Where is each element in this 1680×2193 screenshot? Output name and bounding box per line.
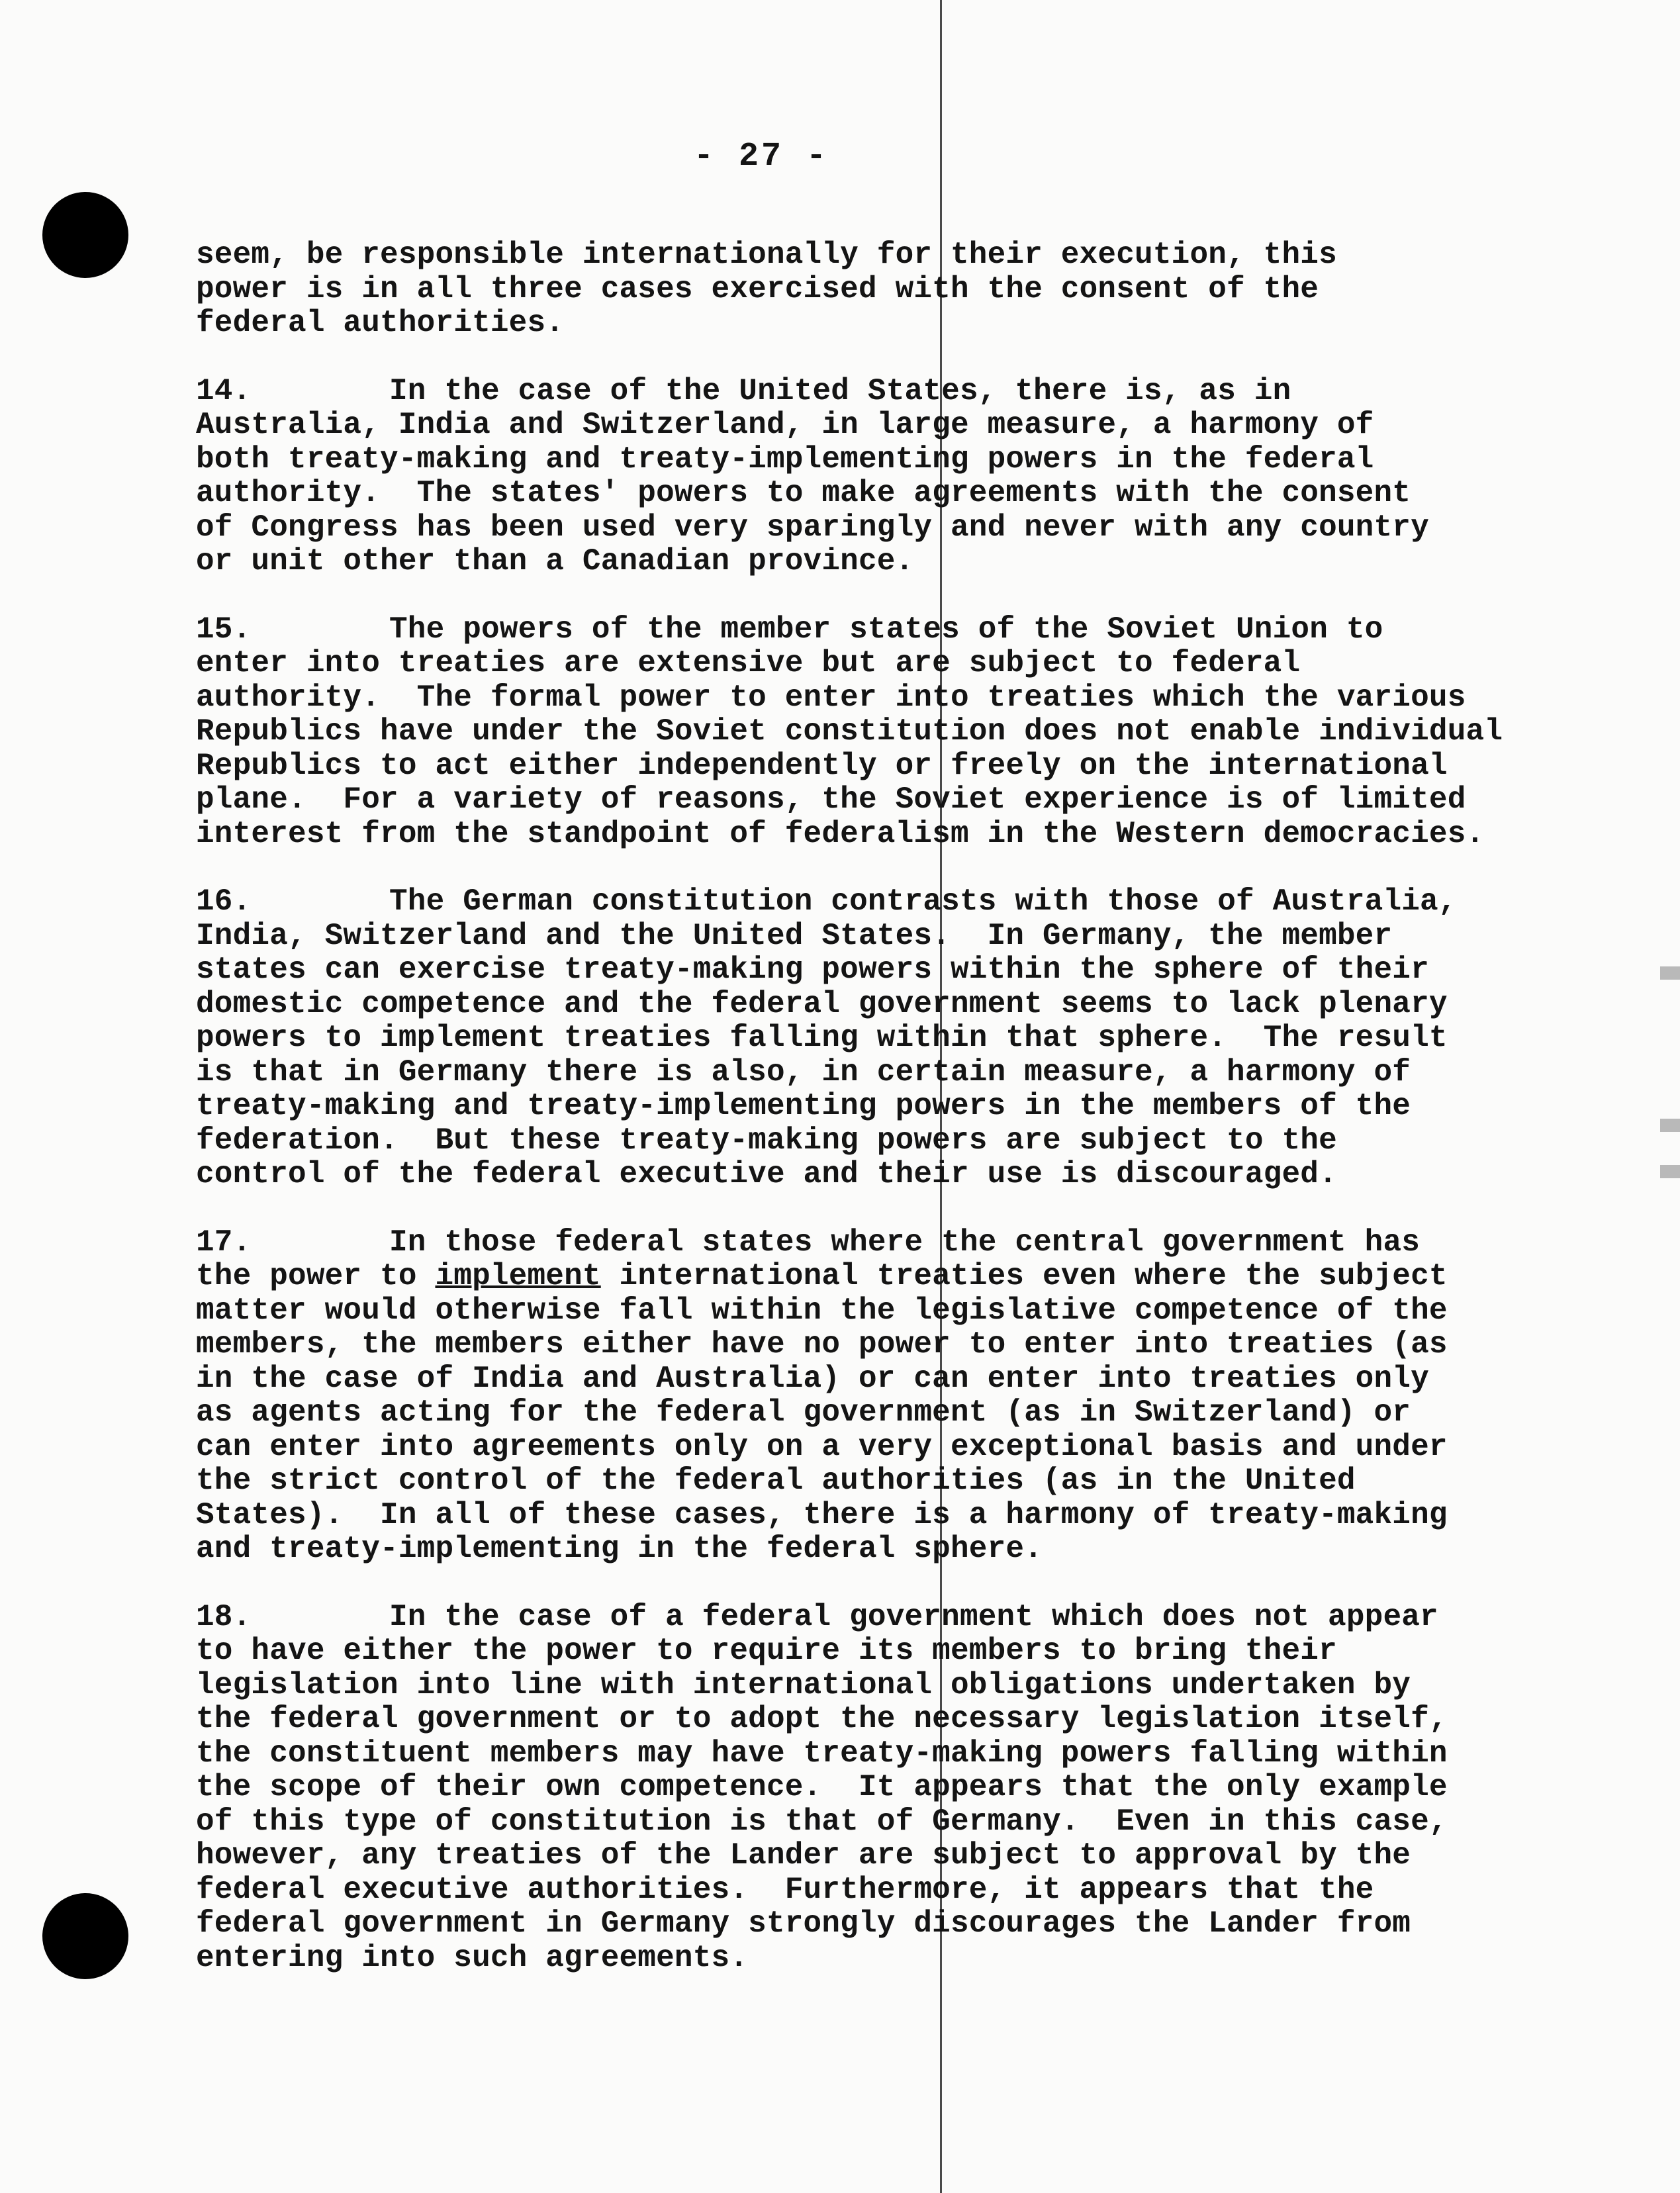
text-line: the strict control of the federal authorities (as in the United bbox=[196, 1464, 1356, 1498]
paragraph-number: 16. bbox=[196, 884, 252, 919]
text-line: federal executive authorities. Furthermore, it appears that the bbox=[196, 1872, 1374, 1907]
paragraph-14 bbox=[196, 375, 1619, 579]
margin-mark bbox=[1660, 1119, 1680, 1132]
text-line: authority. The formal power to enter into treaties which the various bbox=[196, 680, 1466, 715]
text-line: plane. For a variety of reasons, the Soviet experience is of limited bbox=[196, 782, 1466, 817]
text-line-content: In the case of a federal government which does not appear bbox=[389, 1599, 1438, 1634]
text-line: in the case of India and Australia) or can enter into treaties only bbox=[196, 1361, 1429, 1396]
text-line-content: In the case of the United States, there is, as in bbox=[389, 373, 1291, 408]
text-line: can enter into agreements only on a very exceptional basis and under bbox=[196, 1429, 1448, 1464]
text-line: federal government in Germany strongly discourages the Lander from bbox=[196, 1906, 1411, 1941]
text-line: of this type of constitution is that of Germany. Even in this case, bbox=[196, 1804, 1448, 1839]
text-line bbox=[196, 613, 1619, 647]
text-line: the scope of their own competence. It appears that the only example bbox=[196, 1770, 1448, 1804]
text-line: both treaty-making and treaty-implementing powers in the federal bbox=[196, 442, 1374, 477]
text-line: seem, be responsible internationally for their execution, this bbox=[196, 238, 1337, 272]
paragraph-number: 15. bbox=[196, 612, 252, 647]
text-line: domestic competence and the federal government seems to lack plenary bbox=[196, 986, 1448, 1021]
paragraph-17 bbox=[196, 1226, 1619, 1567]
paragraph-number: 14. bbox=[196, 373, 252, 408]
text-line: the constituent members may have treaty-making powers falling within bbox=[196, 1736, 1448, 1771]
text-line: Australia, India and Switzerland, in large measure, a harmony of bbox=[196, 408, 1374, 442]
paragraph-15 bbox=[196, 613, 1619, 852]
text-fragment: international treaties even where the subject bbox=[600, 1259, 1448, 1293]
text-line bbox=[196, 1260, 1619, 1294]
text-line: interest from the standpoint of federalism in the Western democracies. bbox=[196, 816, 1485, 851]
text-line: control of the federal executive and their use is discouraged. bbox=[196, 1157, 1337, 1191]
margin-mark bbox=[1660, 1165, 1680, 1178]
paragraph-16 bbox=[196, 885, 1619, 1192]
text-line: federation. But these treaty-making powers are subject to the bbox=[196, 1123, 1337, 1158]
text-line: entering into such agreements. bbox=[196, 1940, 749, 1975]
text-line: powers to implement treaties falling within that sphere. The result bbox=[196, 1021, 1448, 1055]
text-line: members, the members either have no power to enter into treaties (as bbox=[196, 1327, 1448, 1362]
punch-hole-top bbox=[42, 192, 128, 278]
text-line: authority. The states' powers to make agreements with the consent bbox=[196, 476, 1411, 510]
text-line: federal authorities. bbox=[196, 306, 565, 340]
text-line: States). In all of these cases, there is a harmony of treaty-making bbox=[196, 1497, 1448, 1532]
text-line-content: In those federal states where the central government has bbox=[389, 1225, 1421, 1260]
paragraph-number: 18. bbox=[196, 1599, 252, 1634]
text-line: India, Switzerland and the United States. In Germany, the member bbox=[196, 918, 1393, 953]
paragraph-18 bbox=[196, 1601, 1619, 1976]
text-line-content: The German constitution contrasts with those of Australia, bbox=[389, 884, 1457, 919]
intro-paragraph bbox=[196, 238, 1619, 341]
text-line: is that in Germany there is also, in certain measure, a harmony of bbox=[196, 1054, 1411, 1090]
text-line: and treaty-implementing in the federal sphere. bbox=[196, 1532, 1043, 1566]
text-line: Republics have under the Soviet constitution does not enable individual bbox=[196, 714, 1503, 749]
text-line bbox=[196, 885, 1619, 919]
text-line: enter into treaties are extensive but are subject to federal bbox=[196, 646, 1301, 680]
text-line: as agents acting for the federal government (as in Switzerland) or bbox=[196, 1395, 1411, 1430]
text-line: Republics to act either independently or freely on the international bbox=[196, 748, 1448, 783]
text-line bbox=[196, 375, 1619, 409]
text-line bbox=[196, 1601, 1619, 1635]
text-line: states can exercise treaty-making powers within the sphere of their bbox=[196, 953, 1429, 987]
text-line: of Congress has been used very sparingly and never with any country bbox=[196, 510, 1429, 545]
text-line: or unit other than a Canadian province. bbox=[196, 544, 914, 579]
text-line bbox=[196, 1226, 1619, 1260]
text-line: legislation into line with international obligations undertaken by bbox=[196, 1667, 1411, 1703]
underlined-word: implement bbox=[435, 1259, 601, 1293]
text-line: the federal government or to adopt the necessary legislation itself, bbox=[196, 1702, 1448, 1736]
text-line: treaty-making and treaty-implementing powers in the members of the bbox=[196, 1089, 1411, 1123]
punch-hole-bottom bbox=[42, 1893, 128, 1979]
document-body bbox=[196, 238, 1619, 2009]
text-line: however, any treaties of the Lander are subject to approval by the bbox=[196, 1838, 1411, 1873]
paragraph-number: 17. bbox=[196, 1225, 252, 1260]
text-line-content: The powers of the member states of the Soviet Union to bbox=[389, 612, 1383, 647]
text-line: to have either the power to require its members to bring their bbox=[196, 1634, 1337, 1668]
page-number: - 27 - bbox=[693, 138, 829, 175]
text-fragment: the power to bbox=[196, 1259, 436, 1293]
margin-mark bbox=[1660, 966, 1680, 980]
text-line: power is in all three cases exercised with the consent of the bbox=[196, 271, 1319, 306]
text-line: matter would otherwise fall within the legislative competence of the bbox=[196, 1293, 1448, 1328]
